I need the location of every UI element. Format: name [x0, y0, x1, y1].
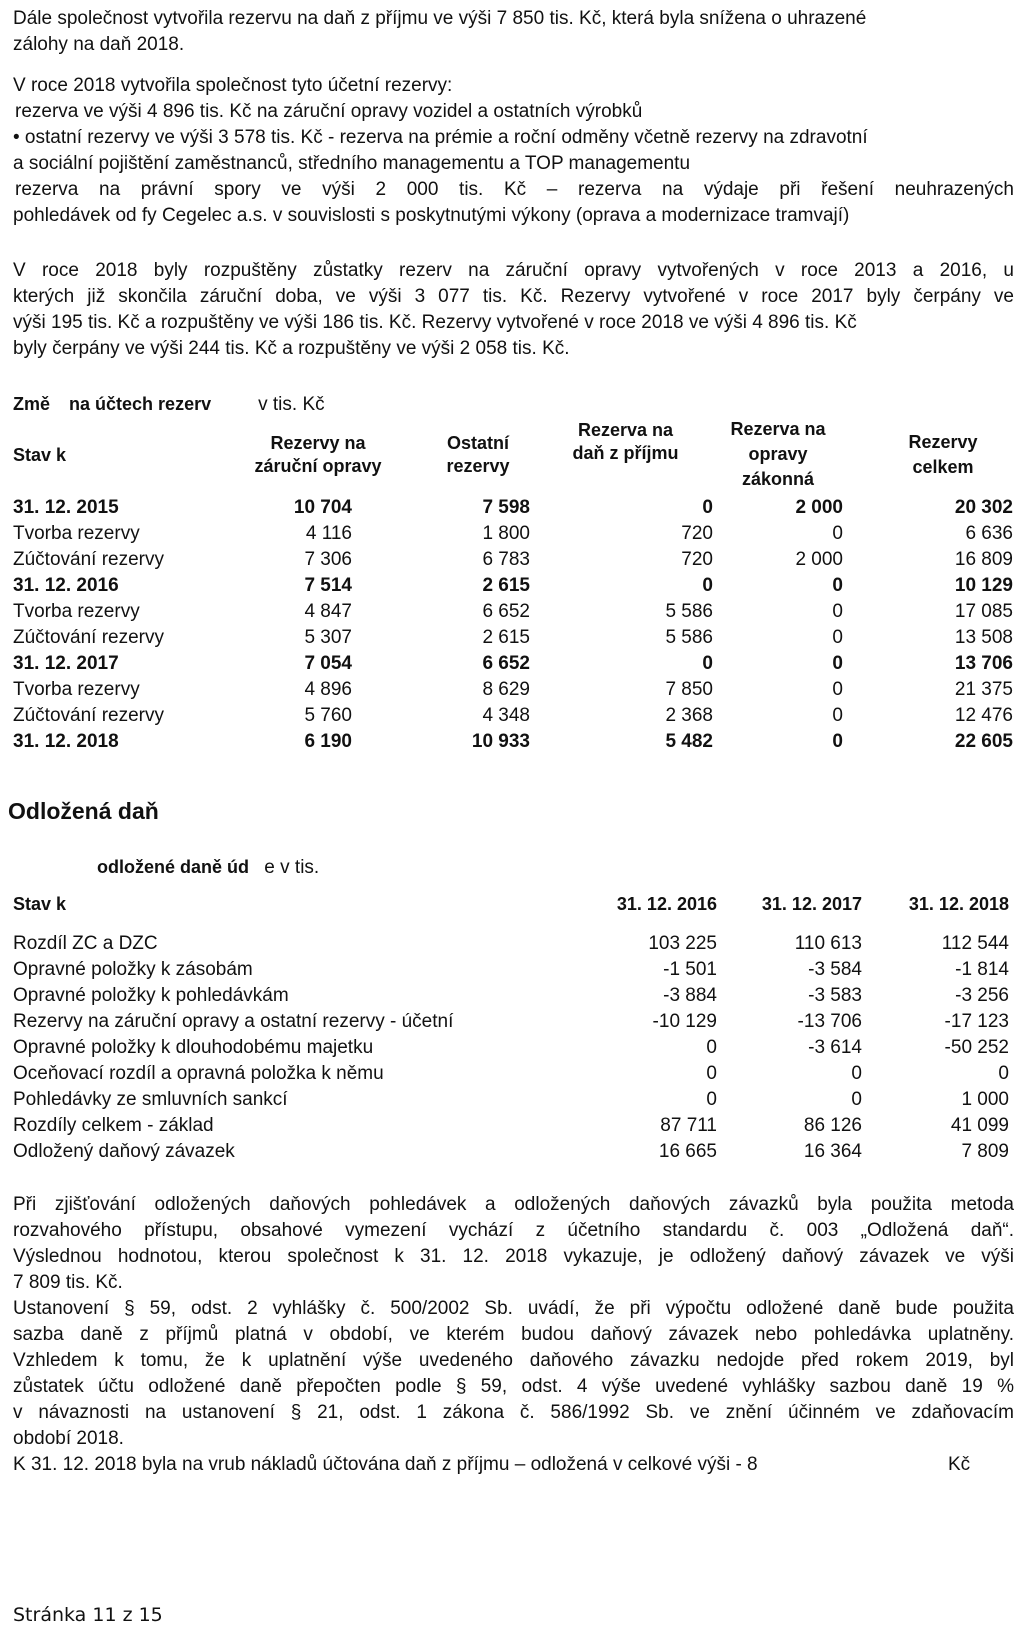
text-line: pohledávek od fy Cegelec a.s. v souvislosti s poskytnutými výkony (oprava a modernizace tramvají) [13, 205, 850, 226]
header-cell: Stav k [13, 445, 67, 465]
deferred-tax-table-body [13, 931, 1011, 1165]
header-line: Rezerva na [730, 419, 826, 439]
reserves-table-caption [13, 394, 325, 416]
table-row [13, 573, 1013, 599]
section-heading: Odložená daň [8, 798, 159, 824]
text-line: zůstatek účtu odložené daně přepočten podle § 59, odst. 4 výše uvedené vyhlášky sazbou daně 19 % [13, 1376, 1014, 1397]
row-label: Opravné položky k zásobám [13, 959, 253, 980]
row-label: 31. 12. 2017 [13, 653, 119, 674]
header-line: Rezervy na [270, 433, 366, 453]
table-cell: 16 665 [658, 1141, 717, 1162]
reserves-created-paragraph [13, 73, 1014, 229]
table-row [13, 703, 1013, 729]
table-cell: 7 598 [482, 497, 530, 518]
table-cell: -50 252 [944, 1037, 1009, 1058]
row-label: Zúčtování rezervy [13, 549, 164, 570]
table-cell: 0 [832, 601, 843, 622]
table-cell: 87 711 [660, 1115, 717, 1136]
table-cell: 0 [998, 1063, 1009, 1084]
table-cell: 0 [832, 523, 843, 544]
table-cell: 4 896 [304, 679, 352, 700]
row-label: Opravné položky k pohledávkám [13, 985, 289, 1006]
table-cell: 4 348 [482, 705, 530, 726]
header-line: daň z příjmu [572, 443, 679, 463]
table-cell: 7 850 [665, 679, 713, 700]
table-cell: -17 123 [944, 1011, 1009, 1032]
text-line: výši 195 tis. Kč a rozpuštěny ve výši 186 tis. Kč. Rezervy vytvořené v roce 2018 ve výši 4 896 tis. Kč [13, 312, 857, 333]
table-cell: 13 706 [954, 653, 1013, 674]
table-cell: 6 783 [482, 549, 530, 570]
table-cell: 10 704 [293, 497, 352, 518]
row-label: Oceňovací rozdíl a opravná položka k němu [13, 1063, 384, 1084]
text-line: Vzhledem k tomu, že k uplatnění výše uvedeného daňového závazku nedojde před rokem 2019, byl [13, 1350, 1014, 1371]
caption-text: odložené daně úd [97, 857, 250, 877]
table-row [13, 983, 1011, 1009]
table-header-row [13, 891, 1011, 931]
table-cell: 0 [706, 1037, 717, 1058]
table-row [13, 547, 1013, 573]
table-cell: 1 800 [482, 523, 530, 544]
table-cell: -3 583 [808, 985, 862, 1006]
text-line: sazba daně z příjmů platná v období, ve kterém budou daňový závazek nebo pohledávka uplatněny. [13, 1324, 1014, 1345]
row-label: Rozdíl ZC a DZC [13, 933, 158, 954]
table-cell: 0 [832, 575, 843, 596]
table-cell: 7 306 [304, 549, 352, 570]
list-item: • ostatní rezervy ve výši 3 578 tis. Kč - rezerva na prémie a roční odměny včetně rezervy na zdravotní [13, 127, 868, 148]
table-row [13, 1139, 1011, 1165]
caption-unit: v tis. Kč [258, 394, 325, 415]
table-cell: 1 000 [961, 1089, 1009, 1110]
table-cell: -1 814 [955, 959, 1009, 980]
table-cell: 720 [681, 523, 713, 544]
table-cell: 16 809 [954, 549, 1013, 570]
table-cell: -3 884 [663, 985, 717, 1006]
table-row [13, 651, 1013, 677]
header-line: celkem [912, 457, 974, 477]
caption-text: Změ [13, 394, 51, 414]
row-label: Tvorba rezervy [13, 679, 140, 700]
row-label: Pohledávky ze smluvních sankcí [13, 1089, 288, 1110]
table-cell: 112 544 [941, 933, 1009, 954]
table-cell: 17 085 [954, 601, 1013, 622]
table-cell: 2 000 [795, 549, 843, 570]
deferred-tax-table [13, 891, 1011, 1165]
table-cell: 4 116 [305, 523, 352, 544]
page-footer: Stránka 11 z 15 [13, 1604, 163, 1626]
table-row [13, 957, 1011, 983]
text-line: V roce 2018 vytvořila společnost tyto účetní rezervy: [13, 75, 453, 96]
row-label: Opravné položky k dlouhodobému majetku [13, 1037, 374, 1058]
table-cell: 0 [706, 1063, 717, 1084]
table-cell: 4 847 [304, 601, 352, 622]
table-cell: 5 586 [665, 601, 713, 622]
row-label: Rezervy na záruční opravy a ostatní rezervy - účetní [13, 1011, 454, 1032]
table-row [13, 495, 1013, 521]
row-label: Rozdíly celkem - základ [13, 1115, 214, 1136]
text-line: zálohy na daň 2018. [13, 34, 185, 55]
table-cell: 5 586 [665, 627, 713, 648]
header-cell: 31. 12. 2016 [616, 894, 717, 914]
table-header-row [13, 415, 1013, 495]
row-label: 31. 12. 2016 [13, 575, 119, 596]
row-label: 31. 12. 2018 [13, 731, 119, 752]
table-row [13, 1009, 1011, 1035]
table-cell: 7 054 [304, 653, 352, 674]
table-cell: 110 613 [794, 933, 862, 954]
text-line: 7 809 tis. Kč. [13, 1272, 123, 1293]
table-cell: 0 [702, 575, 713, 596]
row-label: Odložený daňový závazek [13, 1141, 235, 1162]
text-line: Ustanovení § 59, odst. 2 vyhlášky č. 500/2002 Sb. uvádí, že při výpočtu odložené daně bude použita [13, 1298, 1014, 1319]
text-line: Výslednou hodnotou, kterou společnost k 31. 12. 2018 vykazuje, je odložený daňový závazek ve výši [13, 1246, 1014, 1267]
table-cell: 8 629 [482, 679, 530, 700]
table-row [13, 729, 1013, 755]
row-label: Tvorba rezervy [13, 601, 140, 622]
row-label: Tvorba rezervy [13, 523, 140, 544]
table-cell: 2 368 [665, 705, 713, 726]
header-cell [843, 415, 1013, 495]
table-cell: 720 [681, 549, 713, 570]
header-cell: Stav k [13, 894, 67, 914]
table-cell: 6 636 [965, 523, 1013, 544]
caption-text: na účtech rezerv [69, 394, 212, 414]
text-line: období 2018. [13, 1428, 124, 1449]
method-paragraph [13, 1192, 1014, 1478]
table-cell: -3 256 [955, 985, 1009, 1006]
table-cell: 13 508 [954, 627, 1013, 648]
table-cell: 0 [702, 653, 713, 674]
table-cell: 21 375 [954, 679, 1013, 700]
text-fragment: K 31. 12. 2018 byla na vrub nákladů účtována daň z příjmu – odložená v celkové výši - 8 [13, 1454, 758, 1475]
header-line: zákonná [741, 469, 815, 489]
table-row [13, 1087, 1011, 1113]
table-cell: 0 [832, 731, 843, 752]
table-cell: -3 584 [808, 959, 862, 980]
table-cell: 2 615 [482, 627, 530, 648]
reserves-table-body [13, 495, 1013, 755]
table-cell: 0 [706, 1089, 717, 1110]
text-line: rozvahového přístupu, obsahové vymezení vychází z účetního standardu č. 003 „Odložená daň“. [13, 1220, 1014, 1241]
table-cell: 41 099 [950, 1115, 1009, 1136]
table-cell: 6 190 [304, 731, 352, 752]
header-line: opravy [748, 444, 808, 464]
table-cell: 16 364 [803, 1141, 862, 1162]
row-label: Zúčtování rezervy [13, 627, 164, 648]
table-cell: 0 [832, 653, 843, 674]
table-row [13, 625, 1013, 651]
table-cell: 22 605 [954, 731, 1013, 752]
header-cell [198, 415, 398, 495]
table-cell: 86 126 [803, 1115, 862, 1136]
text-fragment: Kč [948, 1454, 971, 1475]
header-cell [538, 415, 713, 495]
header-cell: 31. 12. 2017 [761, 894, 862, 914]
text-line: byly čerpány ve výši 244 tis. Kč a rozpuštěny ve výši 2 058 tis. Kč. [13, 338, 570, 359]
header-line: záruční opravy [254, 456, 382, 476]
header-line: Rezervy [908, 432, 978, 452]
table-cell: 12 476 [954, 705, 1013, 726]
header-cell [713, 415, 843, 495]
header-line: rezervy [446, 456, 510, 476]
row-label: Zúčtování rezervy [13, 705, 164, 726]
table-row [13, 599, 1013, 625]
text-line: kterých již skončila záruční doba, ve výši 3 077 tis. Kč. Rezervy vytvořené v roce 2017 byly čerpány ve [13, 286, 1014, 307]
row-label: 31. 12. 2015 [13, 497, 119, 518]
text-line: Dále společnost vytvořila rezervu na daň z příjmu ve výši 7 850 tis. Kč, která byla snížena o uhrazené [13, 8, 867, 29]
table-cell: 2 615 [482, 575, 530, 596]
table-row [13, 931, 1011, 957]
list-item: rezerva ve výši 4 896 tis. Kč na záruční opravy vozidel a ostatních výrobků [15, 101, 643, 122]
text-line: Při zjišťování odložených daňových pohledávek a odložených daňových závazků byla použita metoda [13, 1194, 1014, 1215]
table-cell: 0 [702, 497, 713, 518]
table-cell: 0 [851, 1089, 862, 1110]
deferred-tax-caption [97, 857, 319, 879]
intro-paragraph [13, 6, 1014, 58]
caption-unit: e v tis. [264, 857, 320, 878]
header-line: Ostatní [446, 433, 509, 453]
table-cell: 6 652 [482, 653, 530, 674]
table-cell: 0 [832, 627, 843, 648]
list-item: rezerva na právní spory ve výši 2 000 tis. Kč – rezerva na výdaje při řešení neuhrazených [15, 179, 1014, 200]
header-line: Rezerva na [577, 420, 674, 440]
table-cell: 5 760 [304, 705, 352, 726]
table-cell: 2 000 [795, 497, 843, 518]
table-cell: 103 225 [648, 933, 717, 954]
table-cell: 7 514 [304, 575, 352, 596]
table-cell: 5 482 [665, 731, 713, 752]
table-cell: 7 809 [961, 1141, 1009, 1162]
table-cell: -10 129 [652, 1011, 717, 1032]
table-row [13, 1061, 1011, 1087]
table-cell: -1 501 [663, 959, 717, 980]
table-row [13, 1035, 1011, 1061]
text-line: v návaznosti na ustanovení § 21, odst. 1 zákona č. 586/1992 Sb. ve znění účinném ve zdaňovacím [13, 1402, 1014, 1423]
table-row [13, 1113, 1011, 1139]
table-cell: -3 614 [808, 1037, 862, 1058]
table-cell: -13 706 [797, 1011, 862, 1032]
table-cell: 0 [832, 679, 843, 700]
text-line: a sociální pojištění zaměstnanců, středního managementu a TOP managementu [13, 153, 691, 174]
header-cell: 31. 12. 2018 [908, 894, 1009, 914]
header-cell [398, 415, 538, 495]
text-line: V roce 2018 byly rozpuštěny zůstatky rezerv na záruční opravy vytvořených v roce 2013 a 2016, u [13, 260, 1014, 281]
table-cell: 10 933 [471, 731, 530, 752]
table-row [13, 521, 1013, 547]
table-cell: 0 [851, 1063, 862, 1084]
text-line [13, 1452, 1014, 1478]
table-cell: 10 129 [954, 575, 1013, 596]
table-row [13, 677, 1013, 703]
released-paragraph [13, 258, 1014, 362]
table-cell: 6 652 [482, 601, 530, 622]
table-cell: 0 [832, 705, 843, 726]
table-cell: 20 302 [954, 497, 1013, 518]
table-cell: 5 307 [304, 627, 352, 648]
reserves-table [13, 415, 1013, 755]
